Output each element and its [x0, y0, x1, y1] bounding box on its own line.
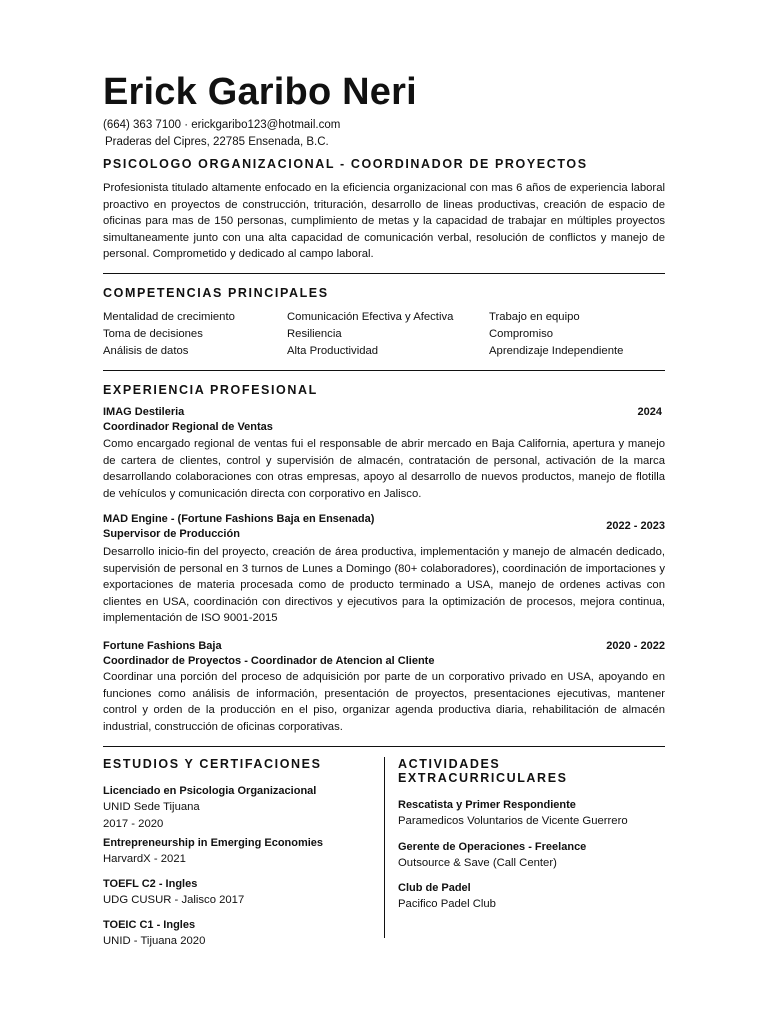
entry-line: Paramedicos Voluntarios de Vicente Guerrero	[398, 815, 628, 827]
address-line: Praderas del Cipres, 22785 Ensenada, B.C.	[105, 136, 329, 148]
job-entry	[103, 512, 665, 627]
profile-section	[103, 157, 665, 263]
job-role: Supervisor de Producción	[103, 528, 240, 540]
entry-line: HarvardX - 2021	[103, 853, 186, 865]
profile-summary: Profesionista titulado altamente enfocado en la eficiencia organizacional con mas 6 años de experiencia laboral proactivo en proyectos de construcción, trituración, desarrollo de lineas productivas, creación de espacio de oficinas para mas de 150 personas, cumplimiento de metas y la capacidad de trabajar en múltiples proyectos simultaneamente junto con una alta capacidad de comunicación verbal, resolución de conflictos y manejo de personal. Comprometido y dedicado al campo laboral.	[103, 182, 665, 261]
section-divider	[103, 370, 665, 371]
bottom-columns	[103, 757, 665, 957]
education-title: ESTUDIOS Y CERTIFACIONES	[103, 757, 322, 771]
education-section	[103, 757, 373, 950]
activities-section	[398, 757, 665, 913]
activity-entry	[398, 880, 665, 913]
profile-title: PSICOLOGO ORGANIZACIONAL - COORDINADOR DE PROYECTOS	[103, 157, 588, 171]
section-divider	[103, 273, 665, 274]
job-description: Desarrollo inicio-fin del proyecto, creación de área productiva, implementación y manejo de almacén dedicado, supervisión de personal en 3 turnos de Lunes a Domingo (80+ colaboradores), coordinación de importaciones y exportaciones de materia procesada como de producto terminado a USA, manejo de ordenes activas con clientes en USA, coordinación con directivos y ejecutivos para la optimización de procesos, mejora continua, implementación de ISO 9001-2015	[103, 546, 665, 625]
education-entry	[103, 876, 373, 909]
entry-line: UNID - Tijuana 2020	[103, 935, 206, 947]
entry-title: Gerente de Operaciones - Freelance	[398, 841, 587, 853]
skills-column	[287, 309, 489, 359]
entry-title: Entrepreneurship in Emerging Economies	[103, 837, 324, 849]
job-company: Fortune Fashions Baja	[103, 640, 222, 652]
activity-entry	[398, 839, 665, 872]
entry-title: Licenciado en Psicologia Organizacional	[103, 785, 317, 797]
skill-item: Resiliencia	[287, 327, 342, 340]
job-dates: 2020 - 2022	[606, 640, 665, 652]
activity-entry	[398, 797, 665, 830]
skill-item: Análisis de datos	[103, 344, 189, 357]
skills-section	[103, 286, 665, 359]
entry-title: Club de Padel	[398, 882, 471, 894]
entry-title: TOEIC C1 - Ingles	[103, 919, 196, 931]
skill-item: Mentalidad de crecimiento	[103, 311, 235, 323]
job-company: MAD Engine - (Fortune Fashions Baja en Ensenada)	[103, 513, 375, 525]
skill-item: Alta Productividad	[287, 344, 379, 357]
job-entry	[103, 639, 665, 735]
entry-line: Outsource & Save (Call Center)	[398, 857, 557, 869]
job-dates: 2022 - 2023	[606, 520, 665, 532]
skills-column	[489, 309, 665, 359]
entry-line: UNID Sede Tijuana	[103, 801, 200, 813]
column-divider	[384, 757, 385, 938]
job-description: Coordinar una porción del proceso de adquisición por parte de un corporativo privado en USA, apoyando en funciones como análisis de información, presentación de proyectos, presentaciones ejecutivas, mantener control y orden de la producción en el piso, organizar agenda productiva diaria, rehabilitación de almacén industrial, construcción de oficinas corporativas.	[103, 671, 665, 733]
education-entry	[103, 835, 373, 868]
entry-line: Pacifico Padel Club	[398, 898, 496, 910]
skill-item: Aprendizaje Independiente	[489, 344, 624, 357]
skill-item: Compromiso	[489, 327, 554, 340]
skill-item: Comunicación Efectiva y Afectiva	[287, 311, 454, 323]
education-entry	[103, 917, 373, 950]
entry-line: UDG CUSUR - Jalisco 2017	[103, 894, 245, 906]
experience-section	[103, 383, 665, 397]
activities-title: ACTIVIDADES EXTRACURRICULARES	[398, 757, 568, 785]
section-divider	[103, 746, 665, 747]
education-entry	[103, 783, 373, 833]
skills-title: COMPETENCIAS PRINCIPALES	[103, 286, 329, 300]
contact-line: (664) 363 7100 · erickgaribo123@hotmail.com	[103, 119, 341, 131]
skills-grid	[103, 309, 665, 359]
candidate-name: Erick Garibo Neri	[103, 71, 417, 113]
experience-title: EXPERIENCIA PROFESIONAL	[103, 383, 318, 397]
skill-item: Toma de decisiones	[103, 327, 203, 340]
entry-title: Rescatista y Primer Respondiente	[398, 799, 576, 811]
resume-page	[103, 70, 665, 151]
job-description: Como encargado regional de ventas fui el responsable de abrir mercado en Baja California, apertura y manejo de cartera de clientes, control y supervisión de almacén, contratación de personal, activación de la marca desarrollando colaboraciones con otras empresas, apoyo al desarrollo de nuevos productos, manejo de flotilla de vehículos y comunicación directa con corporativo en Jalisco.	[103, 438, 665, 500]
job-dates: 2024	[637, 406, 662, 418]
skills-column	[103, 309, 287, 359]
skill-item: Trabajo en equipo	[489, 311, 580, 323]
entry-line: 2017 - 2020	[103, 818, 164, 830]
job-company: IMAG Destileria	[103, 406, 185, 418]
job-role: Coordinador Regional de Ventas	[103, 421, 273, 433]
job-entry	[103, 405, 665, 502]
entry-title: TOEFL C2 - Ingles	[103, 878, 198, 890]
job-role: Coordinador de Proyectos - Coordinador de Atencion al Cliente	[103, 655, 435, 667]
